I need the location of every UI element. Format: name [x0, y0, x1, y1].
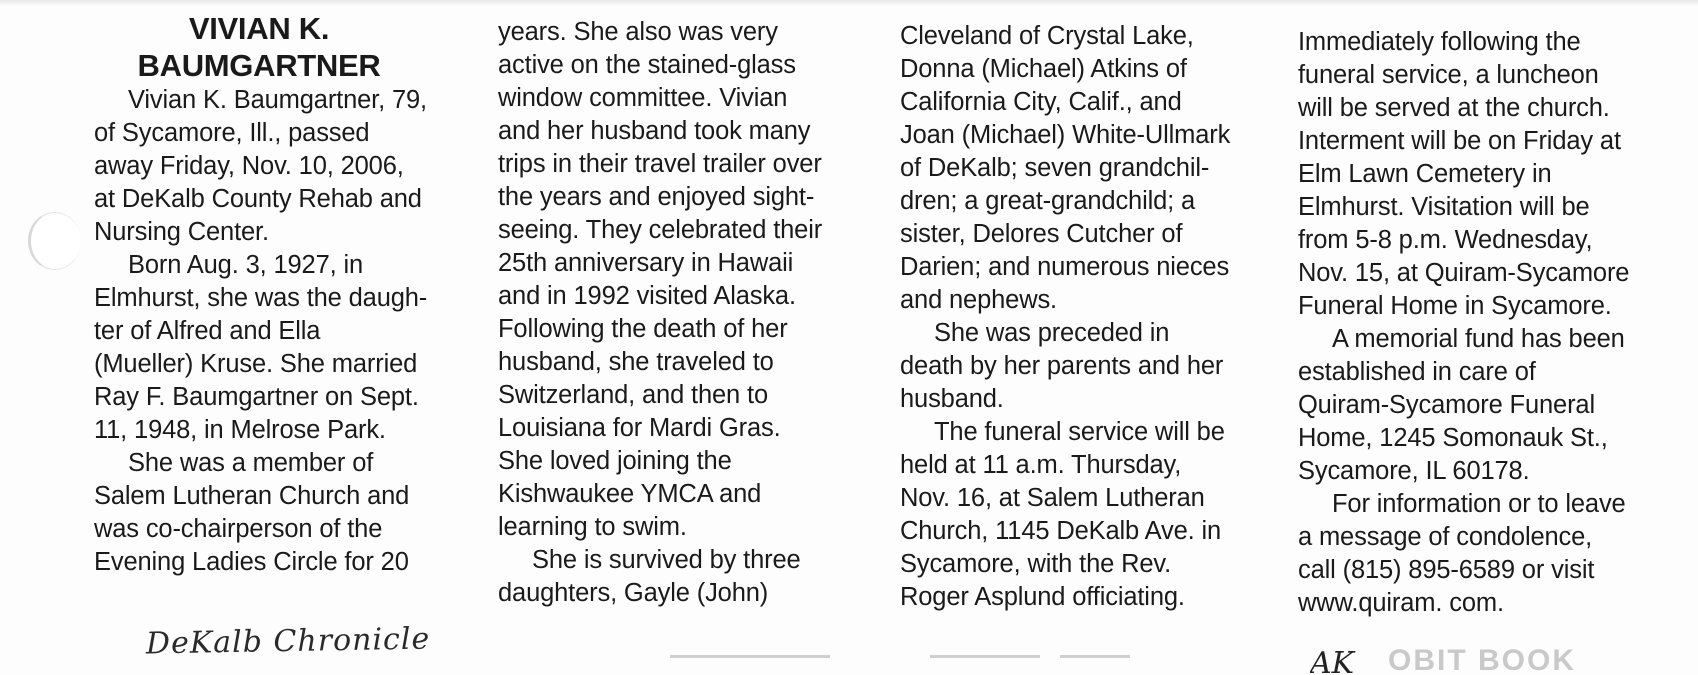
text-line: from 5-8 p.m. Wednesday,	[1298, 226, 1593, 254]
text-line: Donna (Michael) Atkins of	[900, 55, 1187, 83]
text-line: Quiram-Sycamore Funeral	[1298, 391, 1595, 419]
text-line: She is survived by three	[532, 546, 801, 574]
text-line: death by her parents and her	[900, 352, 1224, 380]
archive-stamp	[1310, 642, 1610, 675]
text-line: California City, Calif., and	[900, 88, 1182, 116]
obituary-column-2	[498, 16, 873, 610]
text-line: Born Aug. 3, 1927, in	[128, 251, 364, 279]
text-line: seeing. They celebrated their	[498, 216, 823, 244]
text-line: The funeral service will be	[934, 418, 1225, 446]
text-line: held at 11 a.m. Thursday,	[900, 451, 1182, 479]
text-line: daughters, Gayle (John)	[498, 579, 769, 607]
title-line: VIVIAN K.	[188, 11, 330, 46]
text-line: Sycamore, with the Rev.	[900, 550, 1172, 578]
text-line: at DeKalb County Rehab and	[94, 185, 422, 213]
text-line: sister, Delores Cutcher of	[900, 220, 1183, 248]
text-line: 25th anniversary in Hawaii	[498, 249, 794, 277]
text-line: active on the stained-glass	[498, 51, 796, 79]
text-line: Ray F. Baumgartner on Sept.	[94, 383, 419, 411]
text-line: She was a member of	[128, 449, 374, 477]
text-line: Elm Lawn Cemetery in	[1298, 160, 1552, 188]
text-line: Switzerland, and then to	[498, 381, 768, 409]
obituary-column-3	[900, 20, 1275, 614]
text-line: For information or to leave	[1332, 490, 1626, 518]
obituary-title	[94, 10, 424, 84]
text-line: (Mueller) Kruse. She married	[94, 350, 418, 378]
text-line: of DeKalb; seven grandchil-	[900, 154, 1210, 182]
text-line: Immediately following the	[1298, 28, 1581, 56]
text-line: 11, 1948, in Melrose Park.	[94, 416, 386, 444]
text-line: Joan (Michael) White-Ullmark	[900, 121, 1231, 149]
text-line: She was preceded in	[934, 319, 1170, 347]
text-line: funeral service, a luncheon	[1298, 61, 1599, 89]
text-line: call (815) 895-6589 or visit	[1298, 556, 1595, 584]
scan-artifact	[930, 655, 1040, 658]
stamp-initials: AK	[1310, 646, 1355, 675]
text-line: and her husband took many	[498, 117, 811, 145]
text-line: Kishwaukee YMCA and	[498, 480, 762, 508]
text-line: Nursing Center.	[94, 218, 269, 246]
text-line: Funeral Home in Sycamore.	[1298, 292, 1612, 320]
handwritten-source-note: DeKalb Chronicle	[145, 621, 431, 662]
scan-artifact	[1060, 655, 1130, 658]
text-line: Elmhurst. Visitation will be	[1298, 193, 1590, 221]
obituary-column-4	[1298, 26, 1673, 620]
title-line: BAUMGARTNER	[137, 48, 381, 83]
scan-artifact	[670, 655, 830, 658]
text-line: Roger Asplund officiating.	[900, 583, 1185, 611]
text-line: away Friday, Nov. 10, 2006,	[94, 152, 404, 180]
text-line: Cleveland of Crystal Lake,	[900, 22, 1194, 50]
text-line: years. She also was very	[498, 18, 778, 46]
text-line: was co-chairperson of the	[94, 515, 383, 543]
text-line: Vivian K. Baumgartner, 79,	[128, 86, 427, 114]
stamp-ghost-text: OBIT BOOK	[1388, 644, 1576, 675]
text-line: husband, she traveled to	[498, 348, 774, 376]
text-line: Interment will be on Friday at	[1298, 127, 1621, 155]
text-line: Elmhurst, she was the daugh-	[94, 284, 428, 312]
text-line: Nov. 16, at Salem Lutheran	[900, 484, 1205, 512]
text-line: and in 1992 visited Alaska.	[498, 282, 796, 310]
text-line: Salem Lutheran Church and	[94, 482, 410, 510]
text-line: the years and enjoyed sight-	[498, 183, 815, 211]
text-line: She loved joining the	[498, 447, 732, 475]
text-line: Louisiana for Mardi Gras.	[498, 414, 781, 442]
scan-edge	[0, 0, 1698, 6]
text-line: Home, 1245 Somonauk St.,	[1298, 424, 1608, 452]
text-line: of Sycamore, Ill., passed	[94, 119, 370, 147]
text-line: Following the death of her	[498, 315, 788, 343]
text-line: husband.	[900, 385, 1004, 413]
text-line: Nov. 15, at Quiram-Sycamore	[1298, 259, 1630, 287]
text-line: learning to swim.	[498, 513, 687, 541]
text-line: a message of condolence,	[1298, 523, 1593, 551]
text-line: A memorial fund has been	[1332, 325, 1625, 353]
obituary-column-1	[94, 10, 469, 579]
text-line: Church, 1145 DeKalb Ave. in	[900, 517, 1222, 545]
text-line: established in care of	[1298, 358, 1536, 386]
text-line: Evening Ladies Circle for 20	[94, 548, 409, 576]
text-line: trips in their travel trailer over	[498, 150, 822, 178]
text-line: www.quiram. com.	[1298, 589, 1504, 617]
text-line: Sycamore, IL 60178.	[1298, 457, 1530, 485]
text-line: and nephews.	[900, 286, 1057, 314]
punch-hole-mark	[28, 212, 81, 270]
text-line: dren; a great-grandchild; a	[900, 187, 1196, 215]
text-line: window committee. Vivian	[498, 84, 788, 112]
text-line: ter of Alfred and Ella	[94, 317, 321, 345]
text-line: will be served at the church.	[1298, 94, 1610, 122]
text-line: Darien; and numerous nieces	[900, 253, 1230, 281]
